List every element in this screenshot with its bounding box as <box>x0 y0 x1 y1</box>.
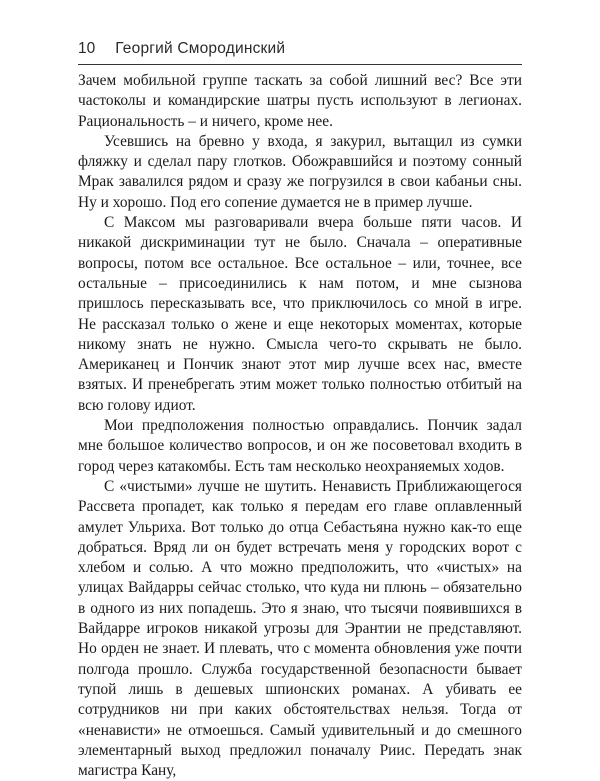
paragraph: С Максом мы разговаривали вчера больше пяти часов. И никакой дискриминации тут не было. Сначала – оперативные вопросы, потом все остальное. Все остальное – или, точнее, все остальные – присоединились к нам потом, и мне сызнова пришлось пересказывать все, что приключилось со мной в игре. Не рассказал только о жене и еще некоторых моментах, которые никому знать не нужно. Смысла чего-то скрывать не было. Американец и Пончик знают этот мир лучше всех нас, вместе взятых. И пренебрегать этим может только полностью отбитый на всю голову идиот. <box>78 214 522 414</box>
paragraph: С «чистыми» лучше не шутить. Ненависть Приближающегося Рассвета пропадет, как только я передам его главе оплавленный амулет Ульриха. Вот только до отца Себастьяна нужно как-то еще добраться. Вряд ли он будет встречать меня у городских ворот с хлебом и солью. А что можно предположить, что «чистых» на улицах Вайдарры сейчас столько, что куда ни плюнь – обязательно в одного из них попадешь. Это я знаю, что тысячи появившихся в Вайдарре игроков никакой угрозы для Эрантии не представляют. Но орден не знает. И плевать, что с момента обновления уже почти полгода прошло. Служба государственной безопасности бывает тупой лишь в дешевых шпионских романах. А убивать ее сотрудников ни при каких обстоятельствах нельзя. Тогда от «ненависти» не отмоешься. Самый удивительный и до смешного элементарный выход предложил поначалу Риис. Передать знак магистра Кану, <box>78 477 522 780</box>
body-text <box>78 71 522 781</box>
book-page <box>78 40 522 781</box>
paragraph: Усевшись на бревно у входа, я закурил, вытащил из сумки фляжку и сделал пару глотков. Обожравшийся и поэтому сонный Мрак завалился рядом и сразу же погрузился в свои кабаньи сны. Ну и хорошо. Под его сопение думается не в пример лучше. <box>78 132 522 211</box>
running-head <box>78 40 522 65</box>
page-number: 10 <box>78 40 96 57</box>
author-name: Георгий Смородинский <box>115 40 286 57</box>
paragraph: Мои предположения полностью оправдались. Пончик задал мне большое количество вопросов, и он же посоветовал входить в город через катакомбы. Есть там несколько неохраняемых ходов. <box>78 417 522 475</box>
paragraph: Зачем мобильной группе таскать за собой лишний вес? Все эти частоколы и командирские шатры пусть используют в легионах. Рациональность – и ничего, кроме нее. <box>78 72 522 130</box>
